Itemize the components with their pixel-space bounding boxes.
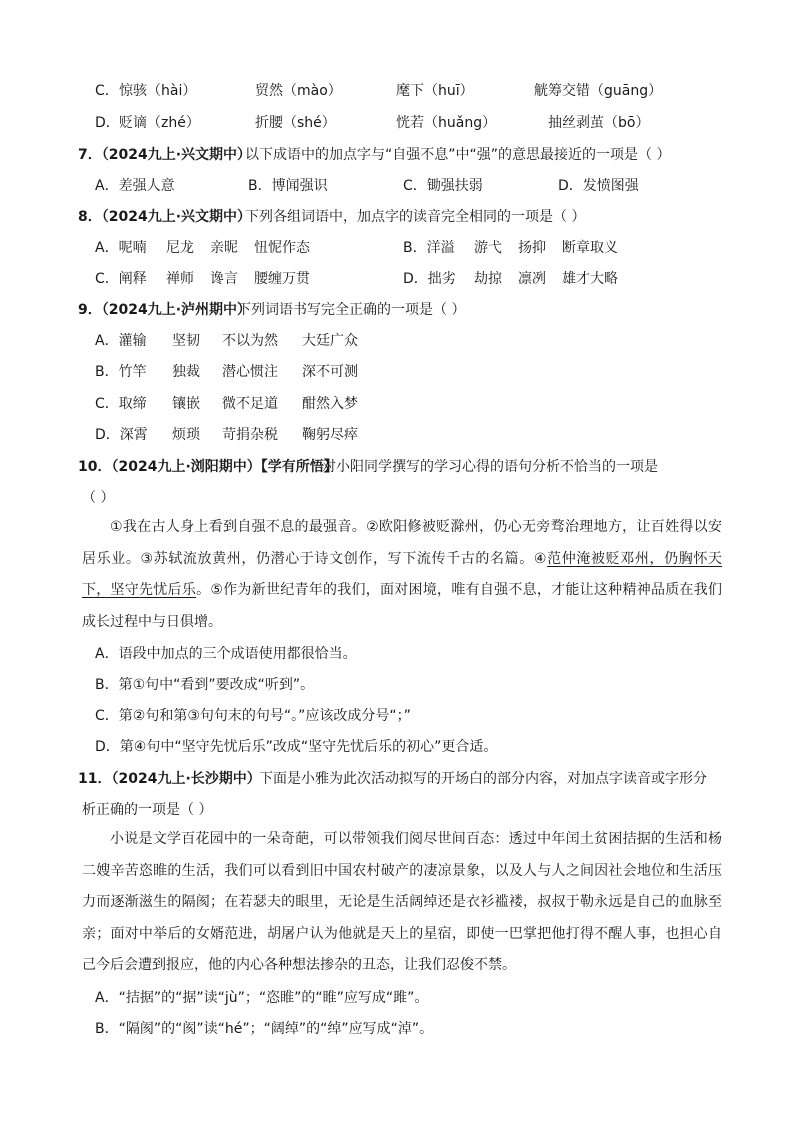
q10-option-a-row [0, 642, 794, 666]
q9-option-d-1: D．深霄 [95, 427, 148, 443]
q6-option-d-word-2: 折腰（shé） [255, 115, 336, 131]
q9-option-a-3: 不以为然 [222, 333, 278, 349]
q7-question: 以下成语中的加点字与“自强不息”中“强”的意思最接近的一项是（ ） [245, 147, 671, 163]
q6-option-d-word-1: 贬谪（zhé） [119, 115, 200, 131]
q8-option-c-4: 腰缠万贯 [254, 271, 310, 287]
q9-source: （2024九上·泸州期中） [101, 302, 252, 318]
q6-option-row-c [0, 79, 794, 103]
q8-options-row-1 [0, 236, 794, 260]
q10-stem [0, 455, 794, 479]
q9-option-d-3: 苛捐杂税 [222, 427, 278, 443]
q8-option-b-4: 断章取义 [562, 240, 618, 256]
q10-passage-underlined: 范仲淹被贬邓州，仍胸怀天下，坚守先忧后乐 [82, 550, 723, 599]
q9-option-c-1: C．取缔 [95, 396, 147, 412]
q10-tag: 【学有所悟】 [260, 459, 338, 475]
q8-question: 下列各组词语中，加点字的读音完全相同的一项是（ ） [245, 209, 586, 225]
q8-option-c-1: C．阐释 [95, 271, 147, 287]
q10-passage-part-2: 。⑤作为新世纪青年的我们，面对困境，唯有自强不息，才能让这种精神品质在我们成长过程中与日俱增。 [82, 582, 723, 630]
q8-option-b-2: 游弋 [474, 240, 502, 256]
q9-option-a-1: A．灌输 [95, 333, 147, 349]
q8-option-d-2: 劫掠 [474, 271, 502, 287]
q7-options [0, 174, 794, 198]
q6-option-d-word-4: 抽丝剥茧（bō） [548, 115, 650, 131]
q8-option-d-4: 雄才大略 [562, 271, 618, 287]
q6-option-d-label: D． [95, 115, 120, 131]
q9-option-a [0, 329, 794, 353]
q9-option-d [0, 423, 794, 447]
q10-option-d-row [0, 735, 794, 759]
q8-option-a-3: 亲昵 [210, 240, 238, 256]
q10-source: （2024九上·浏阳期中） [111, 459, 261, 475]
q10-option-a: A．语段中加点的三个成语使用都很恰当。 [95, 646, 357, 662]
q11-source: （2024九上·长沙期中） [111, 771, 261, 787]
q7-option-d: D．发愤图强 [558, 178, 639, 194]
q8-option-d-1: D．拙劣 [403, 271, 456, 287]
q9-option-c-2: 镶嵌 [172, 396, 200, 412]
q6-option-c-word-2: 贸然（mào） [255, 83, 342, 99]
q9-option-b-2: 独裁 [172, 364, 200, 380]
q9-option-d-4: 鞠躬尽瘁 [302, 427, 358, 443]
q11-stem [0, 767, 794, 791]
q7-source: （2024九上·兴文期中） [101, 147, 252, 163]
q10-passage-part-1: ①我在古人身上看到自强不息的最强音。②欧阳修被贬滁州，仍心无旁骛治理地方，让百姓得以安居乐业。③苏轼流放黄州，仍潜心于诗文创作，写下流传千古的名篇。④ [82, 519, 722, 567]
q8-option-b-1: B．洋溢 [403, 240, 455, 256]
q11-question-line-2: 析正确的一项是（ ） [82, 802, 213, 818]
q9-option-d-2: 烦琐 [172, 427, 200, 443]
q8-option-d-3: 凛冽 [518, 271, 546, 287]
q6-option-d-word-3: 恍若（huǎng） [396, 115, 497, 131]
q9-option-a-2: 坚韧 [172, 333, 200, 349]
q9-option-b-1: B．竹竿 [95, 364, 147, 380]
q10-passage [82, 512, 722, 638]
q9-option-c-4: 酣然入梦 [302, 396, 358, 412]
q10-number: 10． [78, 459, 112, 475]
q7-stem [0, 143, 794, 167]
q6-option-c-word-1: 惊骇（hài） [119, 83, 197, 99]
q9-stem [0, 298, 794, 322]
q7-option-a: A．差强人意 [95, 178, 175, 194]
q11-question-line-1: 下面是小雅为此次活动拟写的开场白的部分内容，对加点字读音或字形分 [259, 771, 707, 787]
q8-option-a-1: A．呢喃 [95, 240, 147, 256]
q6-option-row-d [0, 111, 794, 135]
q10-option-c-row [0, 704, 794, 728]
q9-question: 下列词语书写完全正确的一项是（ ） [237, 302, 466, 318]
q9-option-a-4: 大廷广众 [302, 333, 358, 349]
q6-option-c-word-3: 麾下（huī） [396, 83, 474, 99]
q9-option-b-3: 潜心惯注 [222, 364, 278, 380]
q9-option-b-4: 深不可测 [302, 364, 358, 380]
q10-option-b-row [0, 673, 794, 697]
q11-option-a-row [0, 986, 794, 1010]
q8-option-b-3: 扬抑 [518, 240, 546, 256]
q11-option-a: A．“拮据”的“据”读“jù”；“恣睢”的“睢”应写成“雎”。 [95, 990, 429, 1006]
q6-option-c-1: C． [95, 83, 119, 99]
q10-option-b: B．第①句中“看到”要改成“听到”。 [95, 677, 315, 693]
q11-passage: 小说是文学百花园中的一朵奇葩，可以带领我们阅尽世间百态：透过中年闰土贫困拮据的生活和杨二嫂辛苦恣睢的生活，我们可以看到旧中国农村破产的凄凉景象，以及人与人之间因社会地位和生活压力而逐渐滋生的隔阂；在若瑟夫的眼里，无论是生活阔绰还是衣衫褴褛，叔叔于勒永远是自己的血脉至亲；面对中举后的女婿范进，胡屠户认为他就是天上的星宿，即使一巴掌把他打得不醒人事，也担心自己今后会遭到报应，他的内心各种想法掺杂的丑态，让我们忍俊不禁。 [82, 831, 722, 974]
q8-option-c-3: 谗言 [210, 271, 238, 287]
q8-source: （2024九上·兴文期中） [101, 209, 252, 225]
q7-option-b: B．博闻强识 [248, 178, 328, 194]
q6-option-c-word-4: 觥筹交错（guāng） [534, 83, 663, 99]
q9-option-b [0, 360, 794, 384]
q8-options-row-2 [0, 267, 794, 291]
q8-option-c-2: 禅师 [166, 271, 194, 287]
q10-answer-paren: （ ） [82, 490, 115, 506]
q11-option-b-row [0, 1017, 794, 1041]
q8-number: 8． [78, 209, 102, 225]
q8-option-a-4: 忸怩作态 [254, 240, 310, 256]
q11-number: 11． [78, 771, 112, 787]
q9-number: 9． [78, 302, 102, 318]
q10-question: 对小阳同学撰写的学习心得的语句分析不恰当的一项是 [322, 459, 658, 475]
q10-option-d: D．第④句中“坚守先忧后乐”改成“坚守先忧后乐的初心”更合适。 [95, 739, 498, 755]
q10-option-c: C．第②句和第③句句末的句号“。”应该改成分号“；” [95, 708, 411, 724]
q7-number: 7． [78, 147, 102, 163]
q9-option-c-3: 微不足道 [222, 396, 278, 412]
q11-option-b: B．“隔阂”的“阂”读“hé”；“阔绰”的“绰”应写成“淖”。 [95, 1021, 434, 1037]
q7-option-c: C．锄强扶弱 [403, 178, 483, 194]
q9-option-c [0, 392, 794, 416]
q8-stem [0, 205, 794, 229]
q8-option-a-2: 尼龙 [166, 240, 194, 256]
